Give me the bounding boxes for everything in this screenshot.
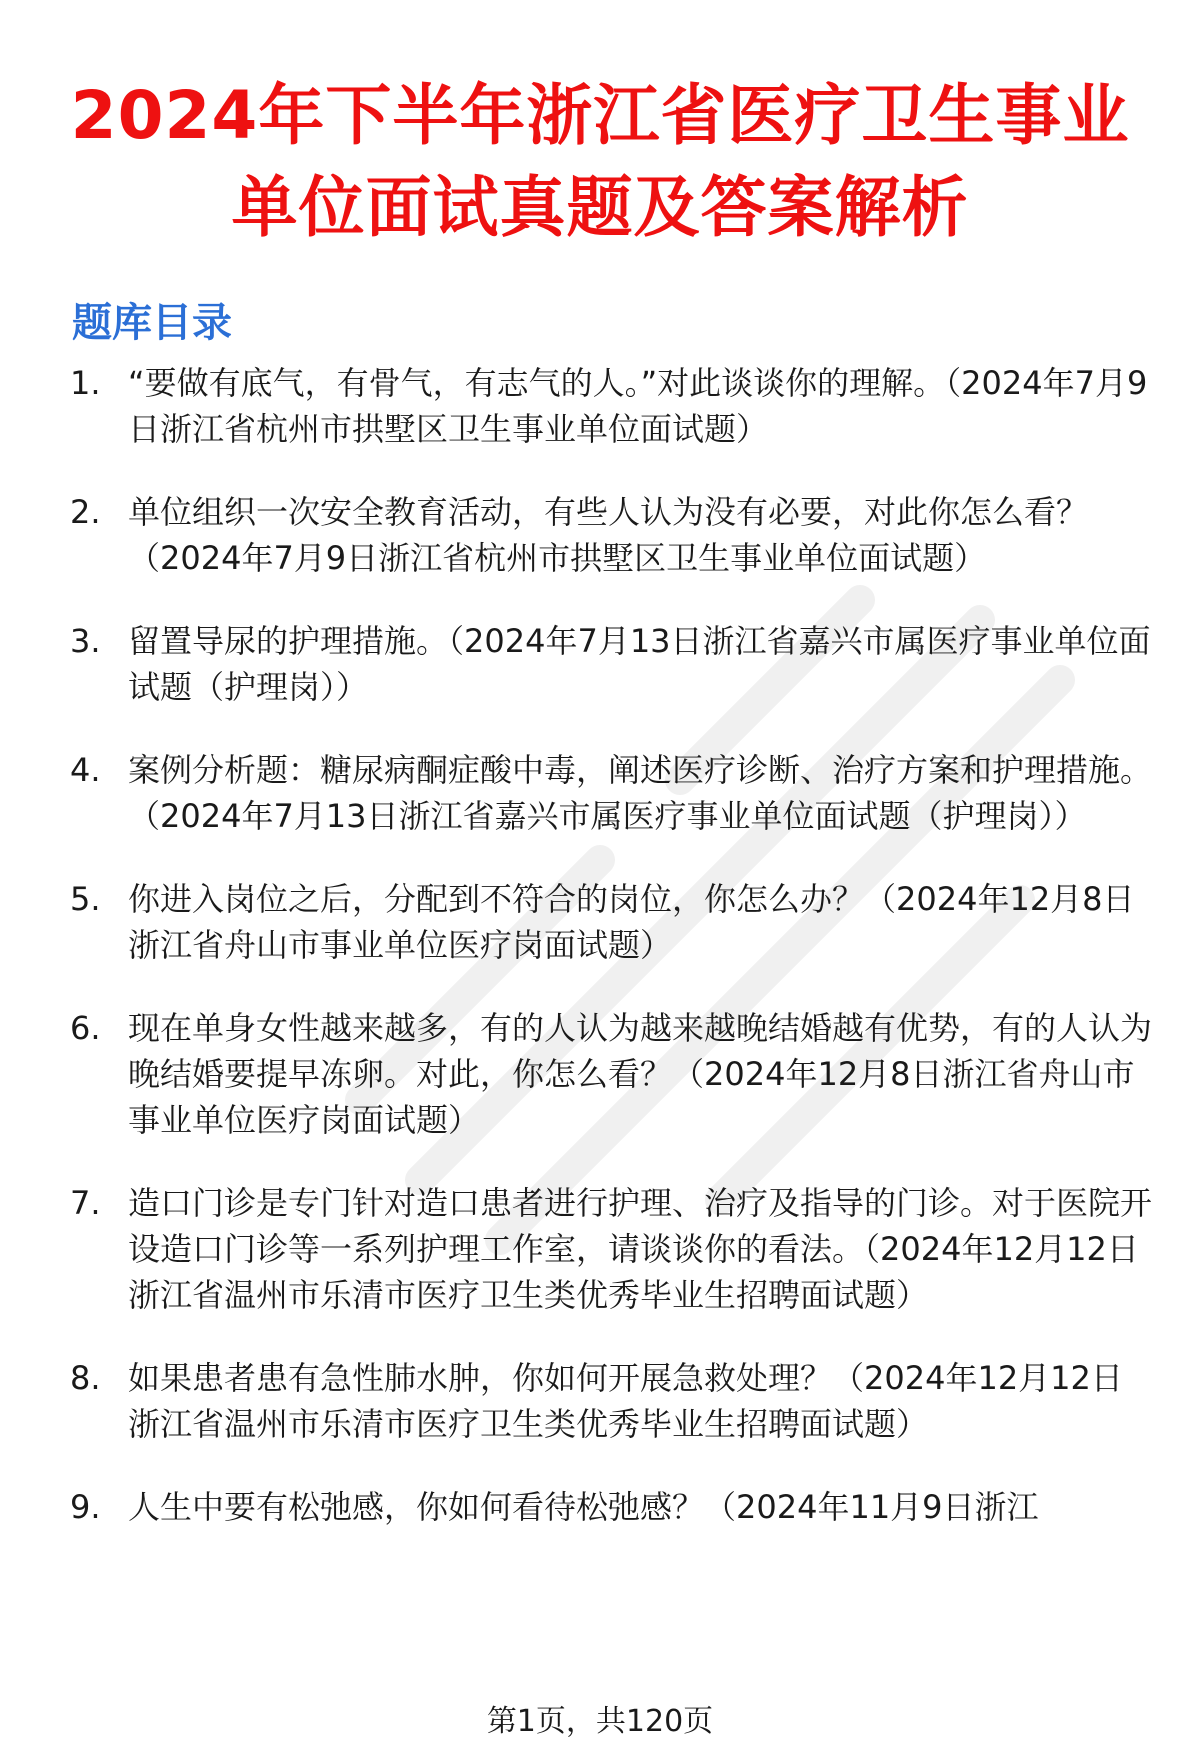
list-item <box>0 489 1200 581</box>
list-item <box>0 360 1200 452</box>
toc-list <box>0 360 1200 1530</box>
item-source: （2024年7月13日浙江省嘉兴市属医疗事业单位面试题（护理岗）） <box>128 797 1087 835</box>
document-title <box>0 0 1200 254</box>
item-source: （2024年12月12日浙江省温州市乐清市医疗卫生类优秀毕业生招聘面试题） <box>128 1230 1139 1314</box>
item-number: 9. <box>70 1488 101 1526</box>
item-question: 单位组织一次安全教育活动，有些人认为没有必要，对此你怎么看？ <box>128 493 1089 531</box>
toc-heading: 题库目录 <box>72 300 232 346</box>
item-question: 你进入岗位之后，分配到不符合的岗位，你怎么办？ <box>128 880 865 918</box>
item-number: 4. <box>70 751 101 789</box>
list-item <box>0 1484 1200 1530</box>
item-source: （2024年12月8日浙江省舟山市事业单位医疗岗面试题） <box>128 1055 1135 1139</box>
page-footer: 第1页，共120页 <box>486 1704 714 1739</box>
list-item <box>0 747 1200 839</box>
list-item <box>0 618 1200 710</box>
title-line-1: 2024年下半年浙江省医疗卫生事业 <box>70 77 1130 154</box>
item-number: 8. <box>70 1359 101 1397</box>
list-item <box>0 876 1200 968</box>
list-item <box>0 1180 1200 1318</box>
item-source: （2024年12月8日浙江省舟山市事业单位医疗岗面试题） <box>128 880 1135 964</box>
item-question: 案例分析题：糖尿病酮症酸中毒，阐述医疗诊断、治疗方案和护理措施。 <box>128 751 1153 789</box>
item-number: 7. <box>70 1184 101 1222</box>
item-source: （2024年7月13日浙江省嘉兴市属医疗事业单位面试题（护理岗）） <box>128 622 1151 706</box>
item-question: 留置导尿的护理措施。 <box>128 622 449 660</box>
item-question: 造口门诊是专门针对造口患者进行护理、治疗及指导的门诊。对于医院开设造口门诊等一系列护理工作室，请谈谈你的看法。 <box>128 1184 1153 1268</box>
item-number: 1. <box>70 364 101 402</box>
item-source: （2024年11月9日浙江 <box>704 1488 1039 1526</box>
item-question: 现在单身女性越来越多，有的人认为越来越晚结婚越有优势，有的人认为晚结婚要提早冻卵。对此，你怎么看？ <box>128 1009 1153 1093</box>
toc-list-viewport <box>0 360 1200 1685</box>
item-question: 人生中要有松弛感，你如何看待松弛感？ <box>128 1488 705 1526</box>
item-question: 如果患者患有急性肺水肿，你如何开展急救处理？ <box>128 1359 833 1397</box>
item-question: “要做有底气，有骨气，有志气的人。”对此谈谈你的理解。 <box>128 364 946 402</box>
item-number: 6. <box>70 1009 101 1047</box>
item-source: （2024年12月12日浙江省温州市乐清市医疗卫生类优秀毕业生招聘面试题） <box>128 1359 1123 1443</box>
title-line-2: 单位面试真题及答案解析 <box>231 169 969 246</box>
list-item <box>0 1005 1200 1143</box>
item-number: 5. <box>70 880 101 918</box>
item-source: （2024年7月9日浙江省杭州市拱墅区卫生事业单位面试题） <box>128 539 987 577</box>
list-item <box>0 1355 1200 1447</box>
item-number: 2. <box>70 493 101 531</box>
item-source: （2024年7月9日浙江省杭州市拱墅区卫生事业单位面试题） <box>128 364 1148 448</box>
item-number: 3. <box>70 622 101 660</box>
